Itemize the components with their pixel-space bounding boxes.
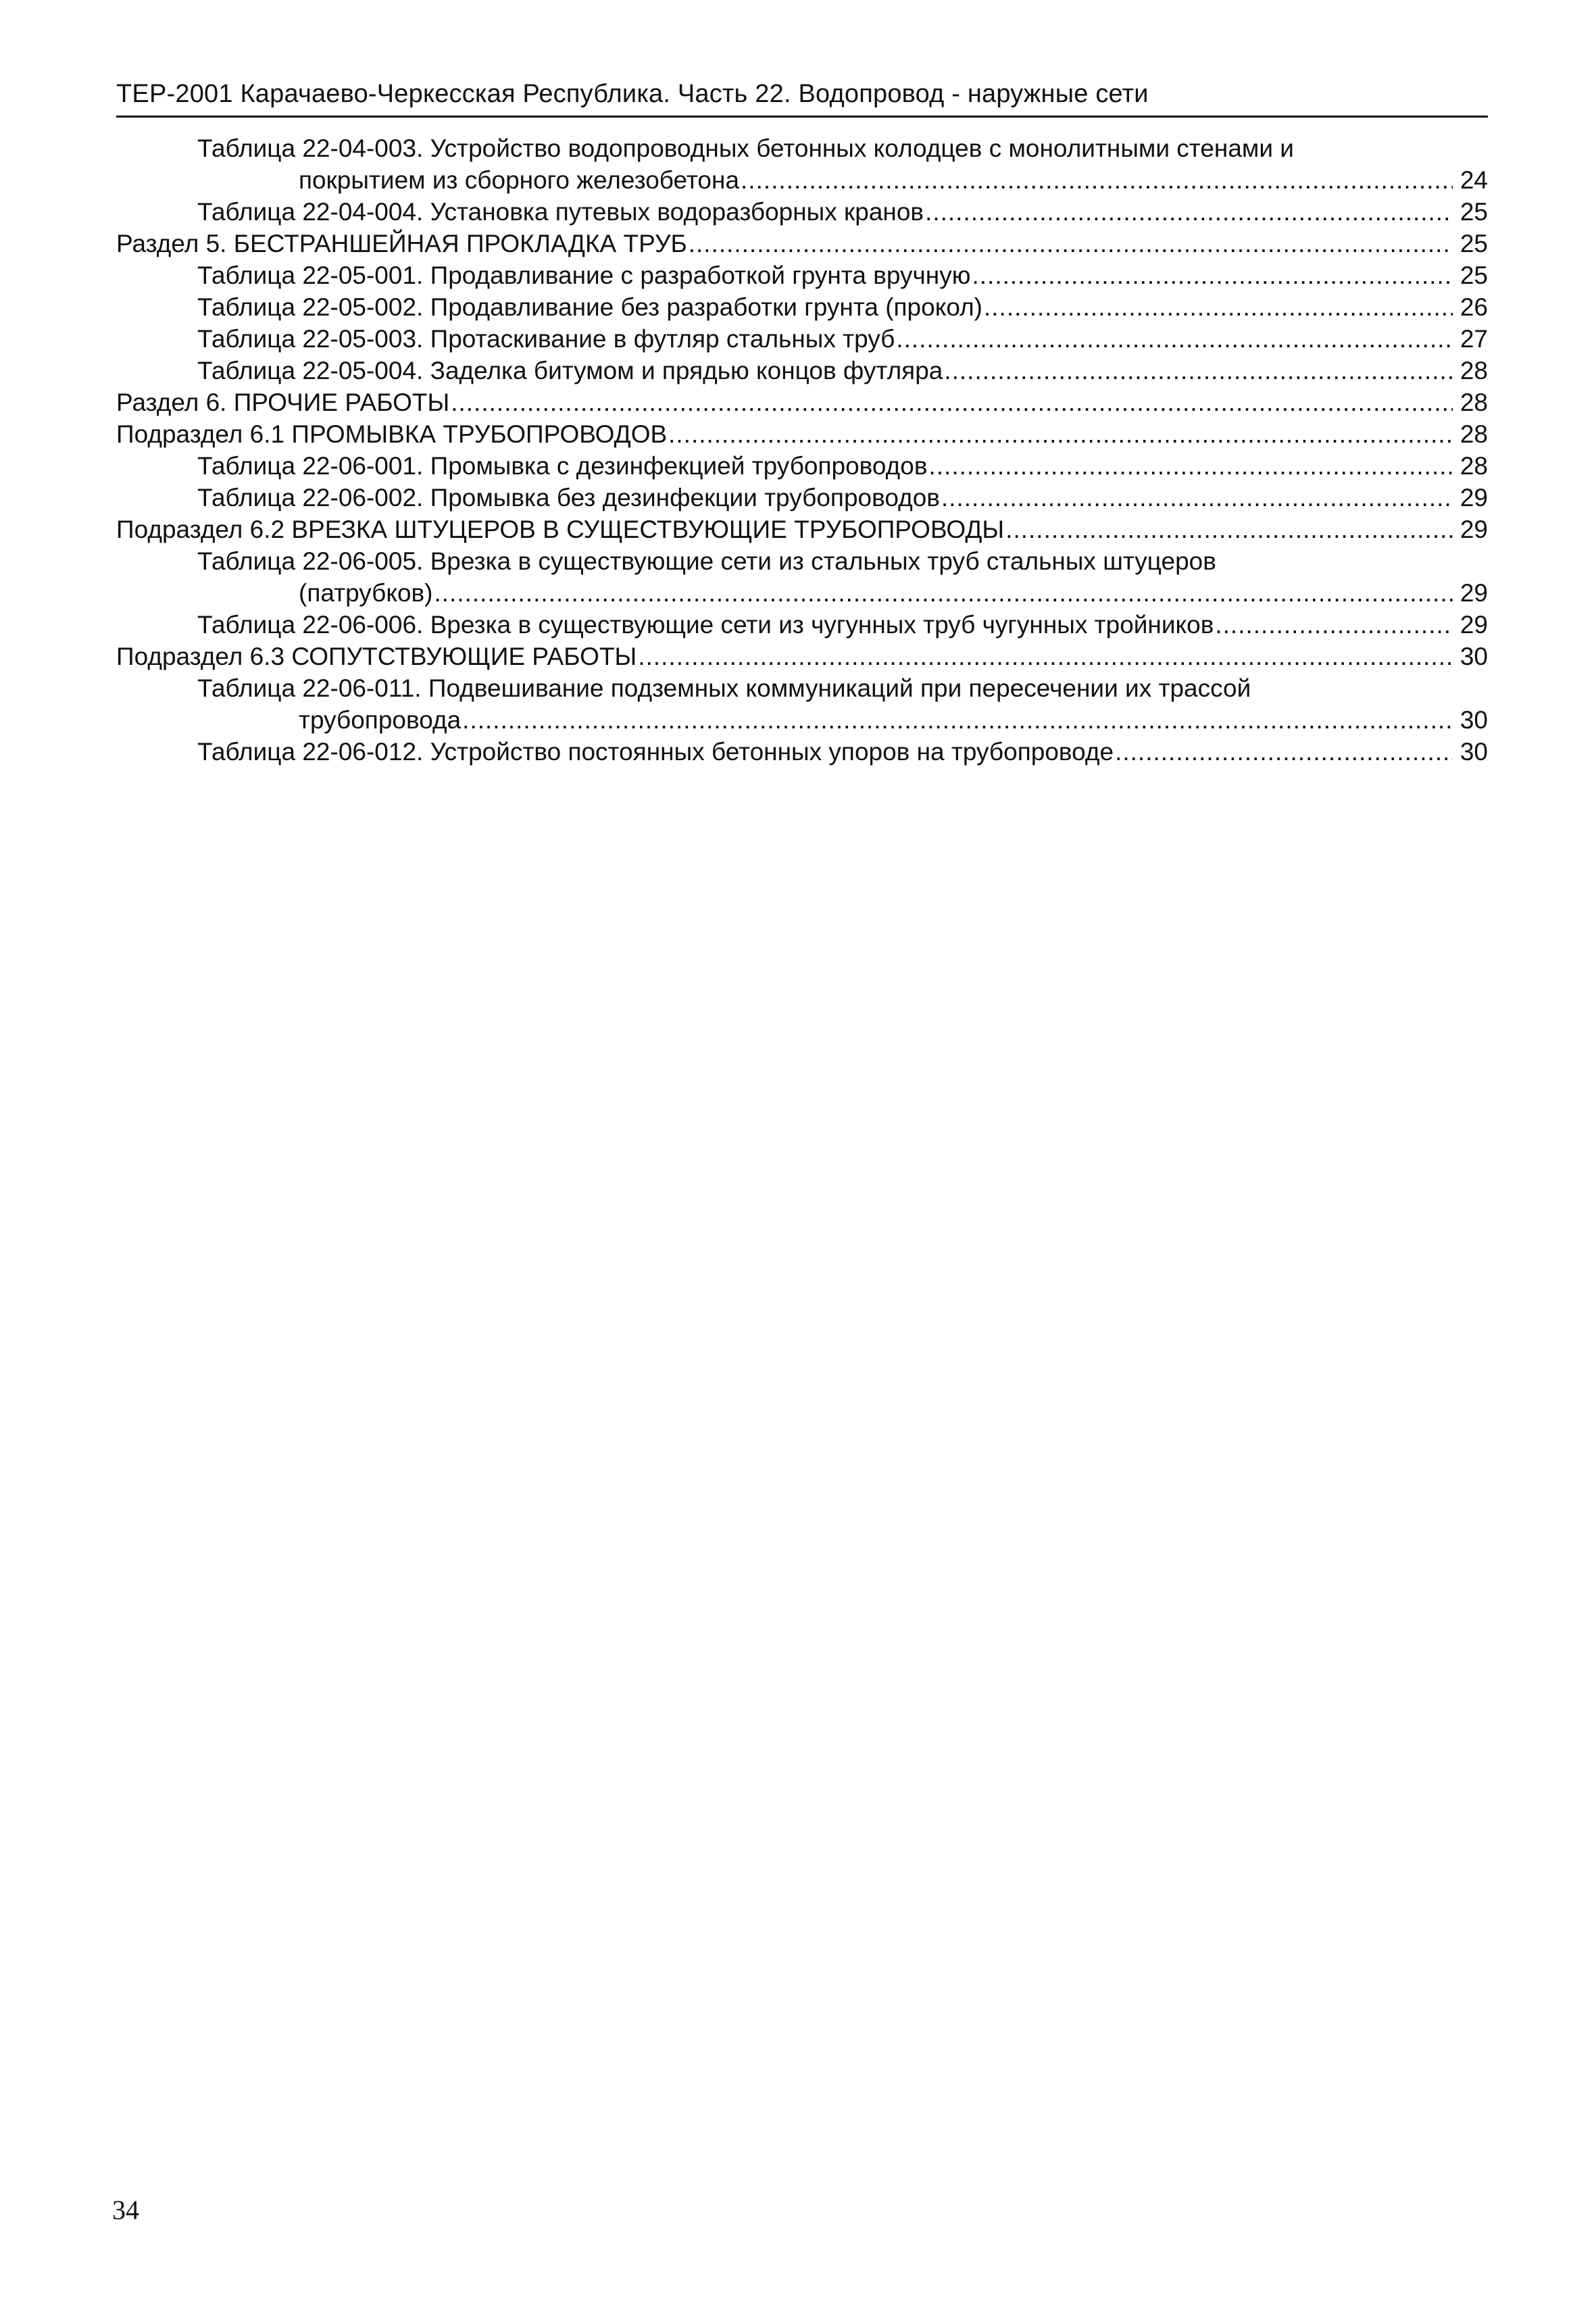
- dot-leader: [925, 196, 1453, 228]
- dot-leader: [668, 418, 1453, 450]
- dot-leader: [984, 291, 1453, 323]
- toc-entry-line: [197, 450, 1488, 482]
- toc-entry[interactable]: [116, 736, 1488, 768]
- toc-entry[interactable]: [116, 132, 1488, 196]
- toc-entry-page: 24: [1460, 166, 1488, 194]
- toc-entry-page: 29: [1460, 579, 1488, 607]
- toc-entry-page: 30: [1460, 706, 1488, 734]
- dot-leader: [1115, 736, 1453, 768]
- toc-entry-title: Подраздел 6.2 ВРЕЗКА ШТУЦЕРОВ В СУЩЕСТВУЮЩИЕ ТРУБОПРОВОДЫ: [116, 516, 1005, 543]
- toc-entry-line: [197, 291, 1488, 323]
- toc-entry[interactable]: [116, 450, 1488, 482]
- toc-entry-title: Таблица 22-04-004. Установка путевых водоразборных кранов: [197, 198, 924, 226]
- toc-entry-page: 27: [1460, 325, 1488, 353]
- toc-entry-title-line1: Таблица 22-06-011. Подвешивание подземных коммуникаций при пересечении их трассой: [197, 674, 1251, 702]
- toc-entry[interactable]: [116, 196, 1488, 228]
- toc-entry-title: Раздел 5. БЕСТРАНШЕЙНАЯ ПРОКЛАДКА ТРУБ: [116, 230, 687, 257]
- toc-entry-line: [197, 323, 1488, 355]
- toc-entry-title: Таблица 22-05-003. Протаскивание в футляр стальных труб: [197, 325, 895, 353]
- dot-leader: [451, 387, 1453, 418]
- dot-leader: [929, 450, 1453, 482]
- running-header: [116, 68, 1488, 118]
- toc-entry-page: 25: [1460, 198, 1488, 226]
- dot-leader: [941, 482, 1453, 514]
- toc-entry-title-line1: Таблица 22-04-003. Устройство водопроводных бетонных колодцев с монолитными стенами и: [197, 134, 1294, 162]
- toc-entry[interactable]: [116, 387, 1488, 418]
- toc-entry-title: Таблица 22-06-006. Врезка в существующие сети из чугунных труб чугунных тройников: [197, 611, 1214, 639]
- toc-entry-line: [197, 577, 1488, 609]
- dot-leader: [741, 164, 1453, 196]
- toc-entry-line: [116, 418, 1488, 450]
- toc-entry[interactable]: [116, 228, 1488, 259]
- toc-entry-page: 29: [1460, 516, 1488, 543]
- toc-entry-page: 25: [1460, 230, 1488, 257]
- toc-entry-title: Таблица 22-05-001. Продавливание с разработкой грунта вручную: [197, 262, 971, 289]
- dot-leader: [638, 641, 1453, 672]
- toc-entry[interactable]: [116, 545, 1488, 609]
- toc-entry-line: [197, 704, 1488, 736]
- toc-entry-line: [116, 387, 1488, 418]
- page-number: 34: [112, 2195, 139, 2225]
- toc-entry-title: Таблица 22-06-002. Промывка без дезинфекции трубопроводов: [197, 484, 940, 512]
- toc-entry[interactable]: [116, 609, 1488, 641]
- toc-entry-title-line1: Таблица 22-06-005. Врезка в существующие сети из стальных труб стальных штуцеров: [197, 547, 1216, 575]
- toc-entry-title: покрытием из сборного железобетона: [299, 166, 740, 194]
- toc-entry[interactable]: [116, 482, 1488, 514]
- toc-entry-title: (патрубков): [299, 579, 433, 607]
- toc-entry[interactable]: [116, 323, 1488, 355]
- toc-entry-line: [197, 355, 1488, 387]
- toc-entry-page: 28: [1460, 357, 1488, 384]
- toc-entry-title: Раздел 6. ПРОЧИЕ РАБОТЫ: [116, 389, 450, 416]
- toc-entry-title: Таблица 22-05-004. Заделка битумом и прядью концов футляра: [197, 357, 943, 384]
- toc-entry-line: [116, 641, 1488, 672]
- toc-entry-page: 28: [1460, 452, 1488, 480]
- toc-entry-line: [116, 228, 1488, 259]
- toc-entry-title: Подраздел 6.3 СОПУТСТВУЮЩИЕ РАБОТЫ: [116, 643, 637, 670]
- toc-entry-title: Таблица 22-05-002. Продавливание без разработки грунта (прокол): [197, 293, 982, 321]
- toc-entry-line: [197, 196, 1488, 228]
- toc-entry-line: [197, 164, 1488, 196]
- toc-entry[interactable]: [116, 259, 1488, 291]
- dot-leader: [944, 355, 1453, 387]
- header-title: ТЕР-2001 Карачаево-Черкесская Республика. Часть 22. Водопровод - наружные сети: [116, 80, 1149, 108]
- dot-leader: [1215, 609, 1453, 641]
- toc-entry-line: [197, 482, 1488, 514]
- toc-entry[interactable]: [116, 291, 1488, 323]
- toc-entry-title: Таблица 22-06-012. Устройство постоянных бетонных упоров на трубопроводе: [197, 738, 1114, 766]
- toc-entry[interactable]: [116, 355, 1488, 387]
- toc-entry-page: 25: [1460, 262, 1488, 289]
- toc-entry-page: 30: [1460, 643, 1488, 670]
- toc-entry-page: 28: [1460, 420, 1488, 448]
- toc-entry-line: [197, 736, 1488, 768]
- toc-entry-page: 28: [1460, 389, 1488, 416]
- dot-leader: [1005, 514, 1453, 545]
- toc-entry-page: 29: [1460, 611, 1488, 639]
- dot-leader: [434, 577, 1453, 609]
- toc-entry[interactable]: [116, 418, 1488, 450]
- toc-entry-page: 26: [1460, 293, 1488, 321]
- toc-entry-page: 30: [1460, 738, 1488, 766]
- toc-entry[interactable]: [116, 672, 1488, 736]
- toc-entry[interactable]: [116, 641, 1488, 672]
- toc-entry-line: [197, 259, 1488, 291]
- toc-entry-title: Подраздел 6.1 ПРОМЫВКА ТРУБОПРОВОДОВ: [116, 420, 668, 448]
- dot-leader: [896, 323, 1453, 355]
- dot-leader: [972, 259, 1453, 291]
- table-of-contents: [116, 132, 1488, 768]
- toc-entry[interactable]: [116, 514, 1488, 545]
- toc-entry-page: 29: [1460, 484, 1488, 512]
- toc-entry-title: Таблица 22-06-001. Промывка с дезинфекцией трубопроводов: [197, 452, 928, 480]
- toc-entry-line: [116, 514, 1488, 545]
- dot-leader: [689, 228, 1453, 259]
- toc-entry-title: трубопровода: [299, 706, 462, 734]
- toc-entry-line: [197, 609, 1488, 641]
- dot-leader: [462, 704, 1453, 736]
